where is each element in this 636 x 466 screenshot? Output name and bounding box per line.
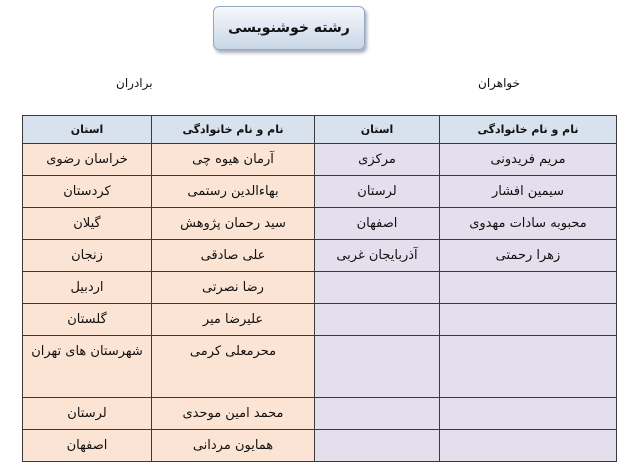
sisters-label: خواهران [478,76,521,90]
brother-province: لرستان [23,398,152,430]
table-row [23,304,617,336]
sister-name: زهرا رحمتی [440,240,617,272]
sisters-province-header: استان [315,116,440,144]
sister-name: سیمین افشار [440,176,617,208]
brother-name: محرمعلی کرمی [152,336,315,398]
brother-province: زنجان [23,240,152,272]
brother-name: بهاءالدین رستمی [152,176,315,208]
brothers-name-header: نام و نام خانوادگی [152,116,315,144]
sister-name-empty [440,304,617,336]
sister-name: مریم فریدونی [440,144,617,176]
brother-province: گیلان [23,208,152,240]
brother-province: اصفهان [23,430,152,462]
table-row [23,398,617,430]
sister-province-empty [315,336,440,398]
table-row [23,144,617,176]
table-row [23,240,617,272]
brother-province: کردستان [23,176,152,208]
sister-province: لرستان [315,176,440,208]
brother-name: رضا نصرتی [152,272,315,304]
brothers-label: برادران [116,76,153,90]
brother-name: آرمان هیوه چی [152,144,315,176]
page-title: رشته خوشنویسی [213,6,365,50]
table-row [23,208,617,240]
brothers-province-header: استان [23,116,152,144]
brother-name: سید رحمان پژوهش [152,208,315,240]
sister-name-empty [440,336,617,398]
brother-name: علیرضا میر [152,304,315,336]
sisters-name-header: نام و نام خانوادگی [440,116,617,144]
sister-province-empty [315,272,440,304]
brother-province: خراسان رضوی [23,144,152,176]
sister-province-empty [315,304,440,336]
sister-province: اصفهان [315,208,440,240]
brother-name: همایون مردانی [152,430,315,462]
winners-table [22,115,617,462]
table-header-row [23,116,617,144]
brother-province: اردبیل [23,272,152,304]
sister-province-empty [315,398,440,430]
table-row [23,176,617,208]
sister-province: آذربایجان غربی [315,240,440,272]
sister-name: محبوبه سادات مهدوی [440,208,617,240]
sister-province: مرکزی [315,144,440,176]
brother-province: گلستان [23,304,152,336]
table-row [23,272,617,304]
sister-name-empty [440,272,617,304]
brother-name: علی صادقی [152,240,315,272]
sister-name-empty [440,398,617,430]
sister-province-empty [315,430,440,462]
sister-name-empty [440,430,617,462]
table-row [23,336,617,398]
brother-name: محمد امین موحدی [152,398,315,430]
table-row [23,430,617,462]
brother-province: شهرستان های تهران [23,336,152,398]
